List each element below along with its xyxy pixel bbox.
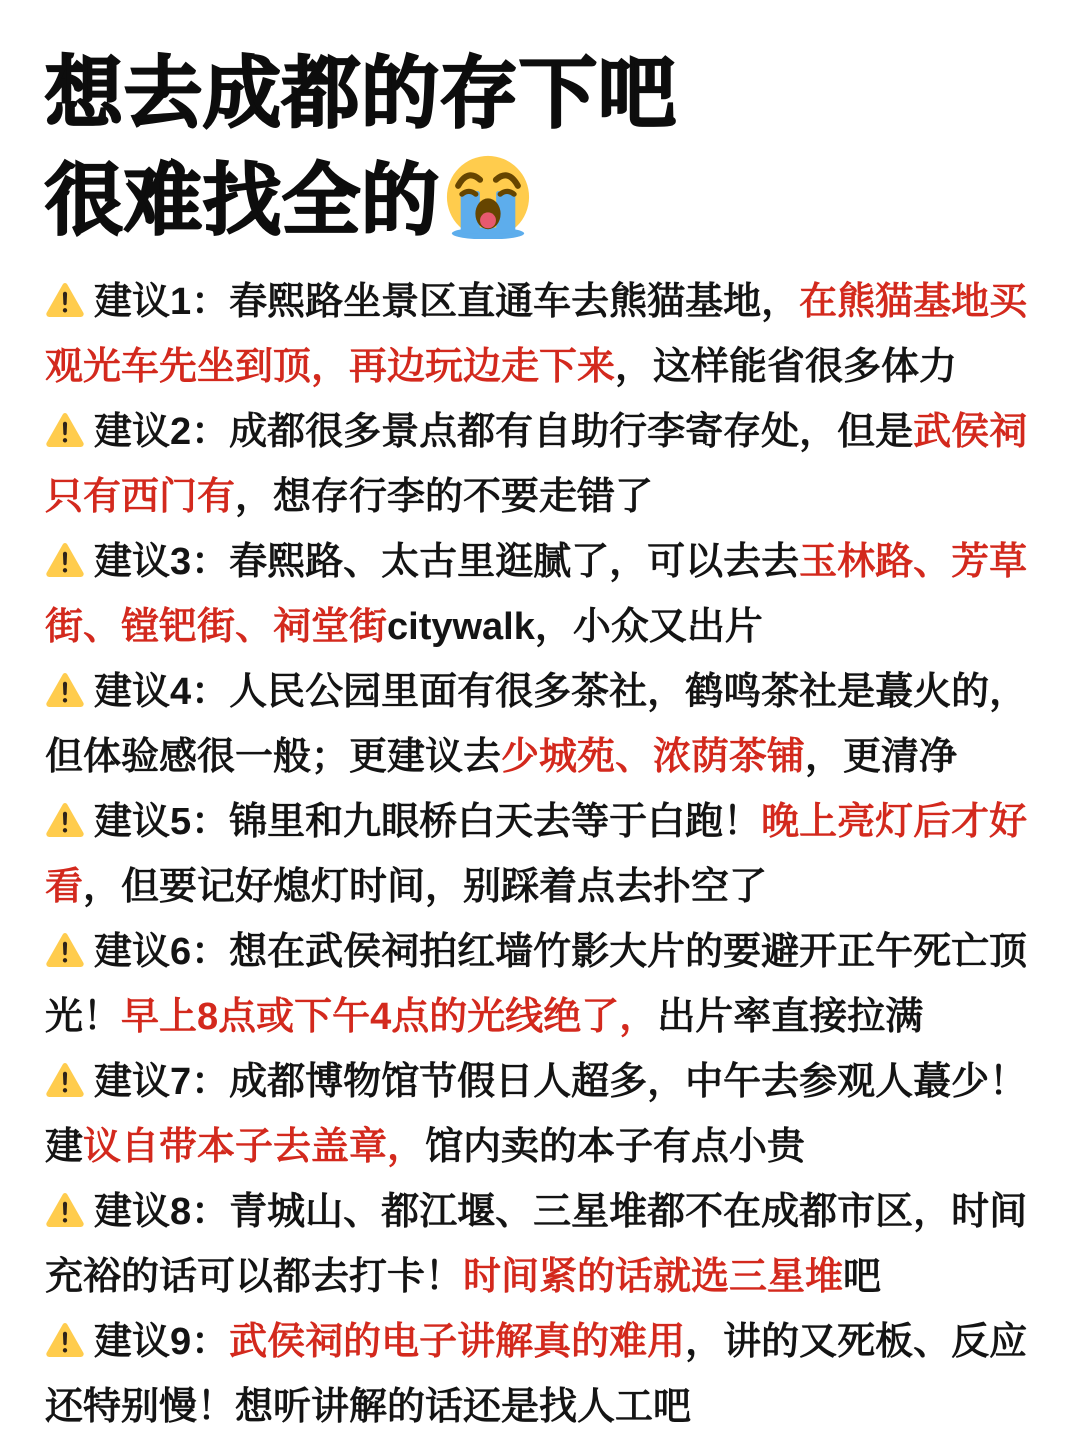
warning-icon (45, 1191, 85, 1228)
text-segment: ，想存行李的不要走错了 (235, 476, 654, 518)
text-segment: 建议9： (94, 1321, 230, 1363)
warning-icon (45, 1061, 85, 1098)
text-segment: 建议8：青城山、都江堰、三星堆都不在成都市区，时间充裕的话可以都去打卡！ (45, 1191, 1028, 1298)
text-segment: ，更清净 (805, 736, 958, 778)
highlight-text-segment: 玉林路、芳草街、镗钯街、祠堂街 (45, 541, 1028, 648)
suggestion-item-5 (45, 790, 1035, 920)
highlight-text-segment: 晚上亮灯后才好看 (45, 801, 1028, 908)
suggestion-item-2 (45, 400, 1035, 530)
warning-icon (45, 1321, 85, 1358)
suggestions-list (45, 270, 1035, 1440)
suggestion-item-8 (45, 1180, 1035, 1310)
highlight-text-segment: 在熊猫基地买观光车先坐到顶，再边玩边走下来 (45, 281, 1028, 388)
highlight-text-segment: 少城苑、浓荫茶铺 (501, 736, 806, 778)
text-segment: 建议2：成都很多景点都有自助行李寄存处，但是 (94, 411, 914, 453)
warning-icon (45, 801, 85, 838)
text-segment: citywalk，小众又出片 (387, 606, 763, 648)
text-segment: 建议1：春熙路坐景区直通车去熊猫基地， (94, 281, 800, 323)
suggestion-item-9 (45, 1310, 1035, 1440)
suggestion-item-7 (45, 1050, 1035, 1180)
text-segment: 建议5：锦里和九眼桥白天去等于白跑！ (94, 801, 762, 843)
warning-icon (45, 411, 85, 448)
text-segment: 建议6：想在武侯祠拍红墙竹影大片的要避开正午死亡顶光！ (45, 931, 1028, 1038)
text-segment: 建议7：成都博物馆节假日人超多，中午去参观人蕞少！建 (45, 1061, 1028, 1168)
warning-icon (45, 541, 85, 578)
text-segment: 吧 (843, 1256, 882, 1298)
suggestion-item-4 (45, 660, 1035, 790)
text-segment: 馆内卖的本子有点小贵 (425, 1126, 806, 1168)
title-line-1: 想去成都的存下吧 (45, 49, 678, 137)
warning-icon (45, 281, 85, 318)
highlight-text-segment: 时间紧的话就选三星堆 (463, 1256, 844, 1298)
text-segment: ，讲的又死板、反应还特别慢！想听讲解的话还是找人工吧 (45, 1321, 1028, 1428)
suggestion-item-3 (45, 530, 1035, 660)
text-segment: 出片率直接拉满 (657, 996, 924, 1038)
highlight-text-segment: 议自带本子去盖章， (83, 1126, 426, 1168)
title-line-2: 很难找全的 (45, 156, 441, 244)
suggestion-item-6 (45, 920, 1035, 1050)
highlight-text-segment: 武侯祠的电子讲解真的难用 (229, 1321, 686, 1363)
warning-icon (45, 671, 85, 708)
warning-icon (45, 931, 85, 968)
text-segment: ，但要记好熄灯时间，别踩着点去扑空了 (83, 866, 768, 908)
suggestion-item-1 (45, 270, 1035, 400)
highlight-text-segment: 武侯祠只有西门有 (45, 411, 1028, 518)
text-segment: ，这样能省很多体力 (615, 346, 958, 388)
text-segment: 建议3：春熙路、太古里逛腻了，可以去去 (94, 541, 800, 583)
page-title (45, 40, 1035, 254)
loudly-crying-face-emoji (446, 155, 530, 239)
highlight-text-segment: 早上8点或下午4点的光线绝了， (121, 996, 658, 1038)
text-segment: 建议4：人民公园里面有很多茶社，鹤鸣茶社是蕞火的，但体验感很一般；更建议去 (45, 671, 1028, 778)
